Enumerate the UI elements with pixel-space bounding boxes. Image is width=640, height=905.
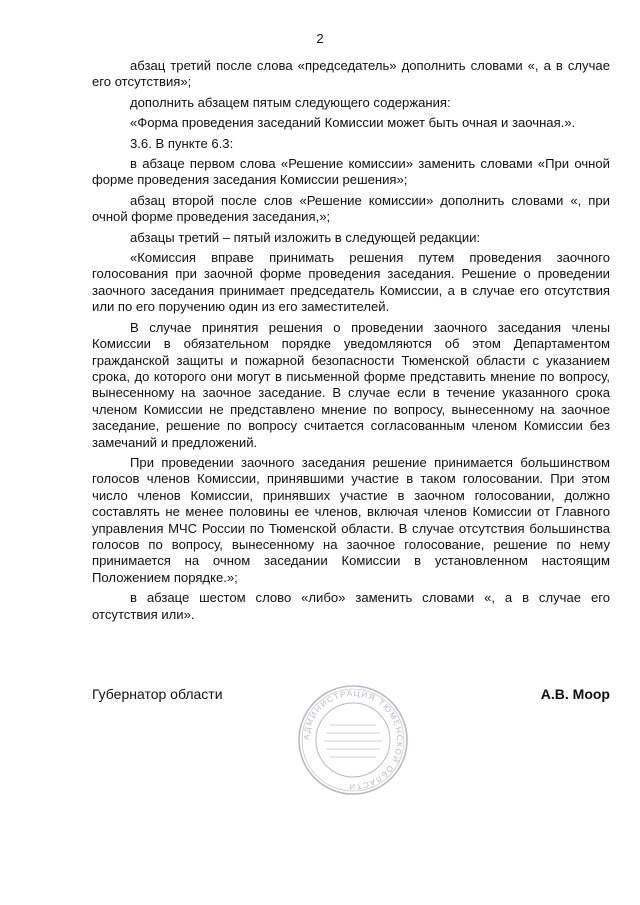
seal-ring-text: АДМИНИСТРАЦИЯ ТЮМЕНСКОЙ ОБЛАСТИ bbox=[301, 688, 405, 792]
paragraph: в абзаце шестом слово «либо» заменить словами «, а в случае его отсутствия или». bbox=[92, 590, 610, 622]
paragraph: дополнить абзацем пятым следующего содержания: bbox=[130, 94, 451, 110]
svg-text:АДМИНИСТРАЦИЯ ТЮМЕНСКОЙ ОБЛАСТ bbox=[302, 689, 404, 791]
paragraph: в абзаце первом слова «Решение комиссии» заменить словами «При очной форме проведения заседания Комиссии решения»; bbox=[92, 156, 610, 188]
paragraph: абзац третий после слова «председатель» дополнить словами «, а в случае его отсутствия»; bbox=[92, 58, 610, 90]
document-body bbox=[92, 58, 610, 627]
paragraph: При проведении заочного заседания решение принимается большинством голосов членов Комиссии, принявшими участие в таком голосовании. При этом число членов Комиссии, принявших участие в заочном голосовании, должно составлять не менее половины ее членов, включая членов Комиссии от Главного управления МЧС России по Тюменской области. В случае отсутствия большинства голосов по вопросу, вынесенному на заочное голосование, решение по нему принимается на очном заседании Комиссии в установленном настоящим Положением порядке.»; bbox=[92, 454, 610, 585]
paragraph: абзац второй после слов «Решение комиссии» дополнить словами «, при очной форме проведения заседания,»; bbox=[92, 192, 610, 225]
paragraph: абзацы третий – пятый изложить в следующей редакции: bbox=[130, 229, 481, 245]
paragraph: «Комиссия вправе принимать решения путем проведения заочного голосования при заочной форме проведения заседания. Решение о проведении заочного заседания принимает председатель Комиссии, а в случае его отсутствия или по его поручению один из его заместителей. bbox=[92, 250, 610, 315]
signatory-title: Губернатор области bbox=[92, 686, 223, 702]
paragraph: В случае принятия решения о проведении заочного заседания члены Комиссии в обязательном порядке уведомляются об этом Департаментом гражданской защиты и пожарной безопасности Тюменской области с указанием срока, до которого они могут в письменной форме представить мнение по вопросу, вынесенному на заочное заседание. В случае если в течение указанного срока членом Комиссии не представлено мнение по вопросу, вынесенному на заочное заседание, решение по вопросу считается согласованным членом Комиссии без замечаний и предложений. bbox=[92, 319, 610, 450]
paragraph: 3.6. В пункте 6.3: bbox=[130, 135, 234, 151]
paragraph: «Форма проведения заседаний Комиссии может быть очная и заочная.». bbox=[130, 115, 576, 131]
page-number: 2 bbox=[316, 31, 324, 46]
official-seal-icon bbox=[296, 683, 410, 797]
signatory-name: А.В. Моор bbox=[540, 686, 610, 702]
